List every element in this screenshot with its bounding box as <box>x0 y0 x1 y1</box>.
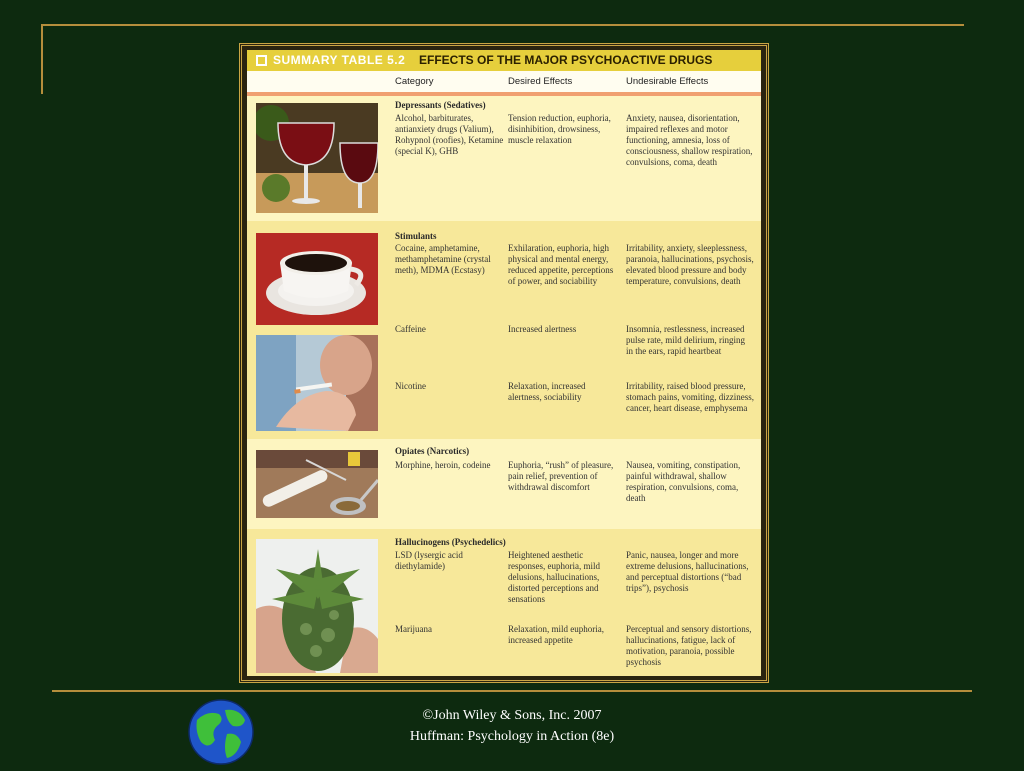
table-cell-category: Nicotine <box>395 381 426 391</box>
section-heading: Stimulants <box>395 231 437 241</box>
table-cell-undesirable: Anxiety, nausea, disorientation, impaired reflexes and motor functioning, amnesia, loss of consciousness, shallow respiration, convulsions, coma, death <box>626 113 753 167</box>
section-heading: Opiates (Narcotics) <box>395 446 470 456</box>
table-cell-desired: Increased alertness <box>508 324 577 334</box>
bottom-rule <box>52 690 972 692</box>
wine-glasses-photo <box>256 103 378 213</box>
table-cell-desired: Relaxation, mild euphoria, increased appetite <box>508 624 604 645</box>
table-cell-category: Marijuana <box>395 624 432 634</box>
column-header-row <box>247 71 761 92</box>
section-hallucinogens <box>247 529 761 676</box>
column-header-desired: Desired Effects <box>508 76 573 87</box>
table-cell-desired: Heightened aesthetic responses, euphoria, mild delusions, hallucinations, distorted perceptions and sensations <box>508 550 600 604</box>
table-cell-desired: Tension reduction, euphoria, disinhibition, drowsiness, muscle relaxation <box>508 113 611 145</box>
table-cell-undesirable: Panic, nausea, longer and more extreme delusions, hallucinations, and perceptual distortions (“bad trips”), psychosis <box>626 550 749 593</box>
table-cell-undesirable: Irritability, raised blood pressure, stomach pains, vomiting, dizziness, cancer, heart disease, emphysema <box>626 381 754 413</box>
column-header-undesirable: Undesirable Effects <box>626 76 709 87</box>
table-cell-desired: Exhilaration, euphoria, high physical and mental energy, reduced appetite, perceptions of power, and sociability <box>508 243 614 286</box>
table-title: EFFECTS OF THE MAJOR PSYCHOACTIVE DRUGS <box>419 53 713 67</box>
table-title-bar <box>247 50 761 71</box>
table-cell-desired: Relaxation, increased alertness, sociability <box>508 381 586 402</box>
section-heading: Depressants (Sedatives) <box>395 100 486 110</box>
table-cell-category: Cocaine, amphetamine, methamphetamine (crystal meth), MDMA (Ecstasy) <box>395 243 491 275</box>
table-cell-category: Alcohol, barbiturates, antianxiety drugs (Valium), Rohypnol (roofies), Ketamine (special K), GHB <box>395 113 504 156</box>
footer-book-title: Huffman: Psychology in Action (8e) <box>409 729 615 744</box>
table-cell-undesirable: Nausea, vomiting, constipation, painful withdrawal, shallow respiration, convulsions, coma, death <box>626 460 741 503</box>
table-cell-undesirable: Insomnia, restlessness, increased pulse rate, mild delirium, ringing in the ears, rapid heartbeat <box>626 324 745 356</box>
cigarette-hand-photo <box>256 335 378 431</box>
footer-copyright: ©John Wiley & Sons, Inc. 2007 <box>422 708 602 723</box>
table-cell-undesirable: Irritability, anxiety, sleeplessness, paranoia, hallucinations, psychosis, elevated blood pressure and body temperature, convulsions, death <box>626 243 754 286</box>
marijuana-plant-photo <box>256 539 378 673</box>
table-cell-category: LSD (lysergic acid diethylamide) <box>395 550 463 571</box>
table-cell-category: Morphine, heroin, codeine <box>395 460 491 470</box>
summary-table <box>247 50 761 676</box>
table-cell-desired: Euphoria, “rush” of pleasure, pain relief, prevention of withdrawal discomfort <box>508 460 614 492</box>
top-rule <box>41 24 964 26</box>
table-label: SUMMARY TABLE 5.2 <box>273 53 406 67</box>
column-header-category: Category <box>395 76 434 87</box>
square-icon <box>256 55 267 66</box>
section-depressants <box>247 96 761 221</box>
section-heading: Hallucinogens (Psychedelics) <box>395 537 506 547</box>
table-cell-category: Caffeine <box>395 324 426 334</box>
syringe-spoon-photo <box>256 450 378 518</box>
section-opiates <box>247 439 761 529</box>
section-stimulants <box>247 221 761 439</box>
globe-icon <box>187 698 255 766</box>
coffee-cup-photo <box>256 233 378 325</box>
table-cell-undesirable: Perceptual and sensory distortions, hallucinations, fatigue, lack of motivation, paranoia, possible psychosis <box>626 624 752 667</box>
left-rule <box>41 24 43 94</box>
